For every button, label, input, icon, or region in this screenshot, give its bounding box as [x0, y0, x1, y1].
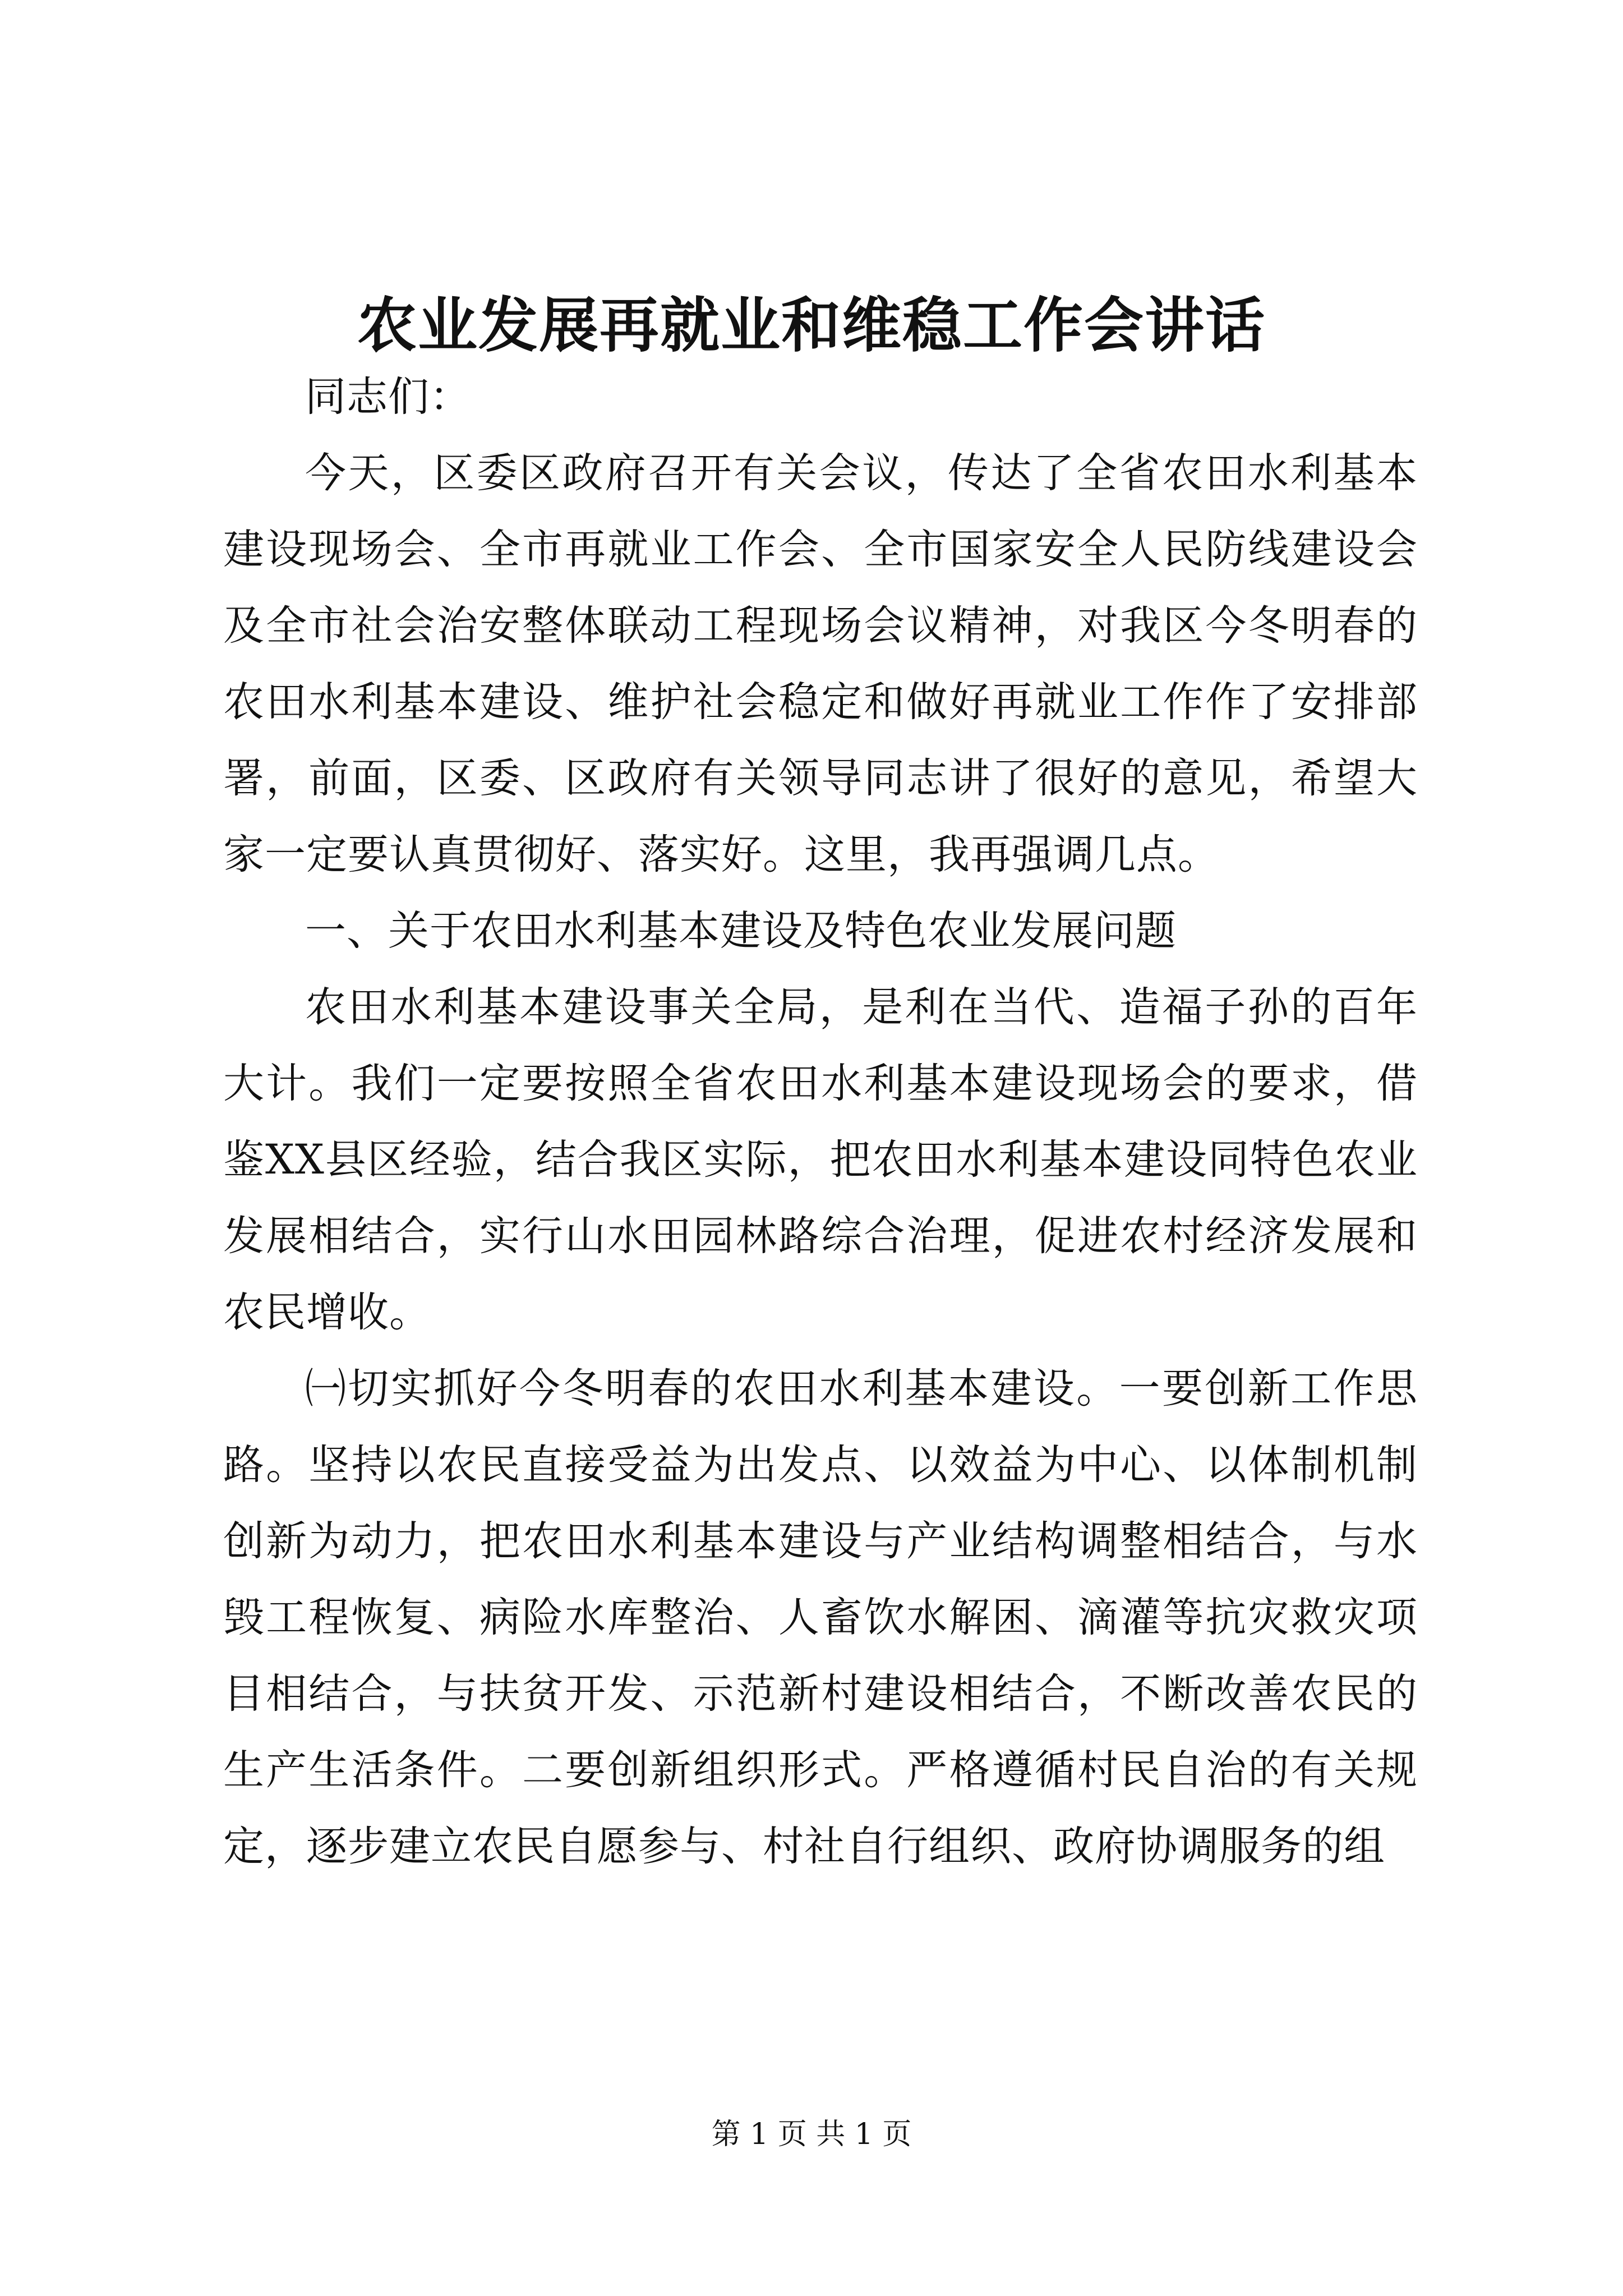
section-heading-1: 一、关于农田水利基本建设及特色农业发展问题 — [305, 907, 1177, 955]
paragraph-section-1: 农田水利基本建设事关全局，是利在当代、造福子孙的百年大计。我们一定要按照全省农田水利基本建设现场会的要求，借鉴XX县区经验，结合我区实际，把农田水利基本建设同特色农业发展相结合，实行山水田园林路综合治理，促进农村经济发展和农民增收。 — [223, 983, 1418, 1336]
document-title: 农业发展再就业和维稳工作会讲话 — [357, 290, 1266, 360]
salutation: 同志们： — [305, 373, 471, 421]
paragraph-intro: 今天，区委区政府召开有关会议，传达了全省农田水利基本建设现场会、全市再就业工作会、全市国家安全人民防线建设会及全市社会治安整体联动工程现场会议精神，对我区今冬明春的农田水利基本建设、维护社会稳定和做好再就业工作作了安排部署，前面，区委、区政府有关领导同志讲了很好的意见，希望大家一定要认真贯彻好、落实好。这里，我再强调几点。 — [223, 449, 1418, 878]
document-body — [223, 359, 1418, 1885]
paragraph-subsection-1: ㈠切实抓好今冬明春的农田水利基本建设。一要创新工作思路。坚持以农民直接受益为出发点、以效益为中心、以体制机制创新为动力，把农田水利基本建设与产业结构调整相结合，与水毁工程恢复、病险水库整治、人畜饮水解困、滴灌等抗灾救灾项目相结合，与扶贫开发、示范新村建设相结合，不断改善农民的生产生活条件。二要创新组织形式。严格遵循村民自治的有关规定，逐步建立农民自愿参与、村社自行组织、政府协调服务的组 — [223, 1365, 1418, 1870]
page-footer: 第 1 页 共 1 页 — [711, 2118, 912, 2151]
